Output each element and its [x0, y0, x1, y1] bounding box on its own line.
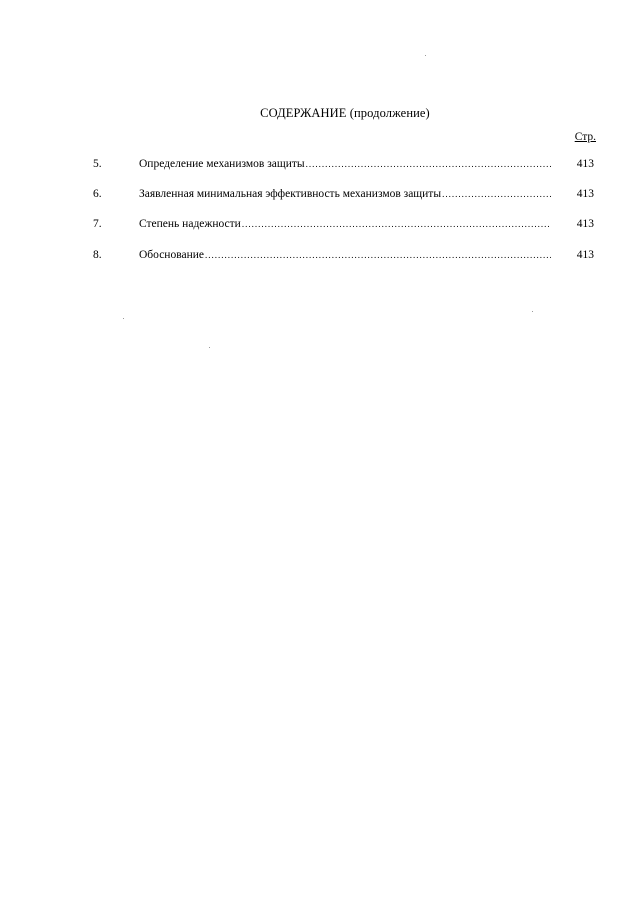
toc-entry-title: Обоснование	[139, 249, 204, 261]
toc-entry-line	[139, 216, 551, 232]
toc-entry-line	[139, 247, 551, 263]
toc-entry-number: 7.	[93, 218, 102, 230]
dot-leader	[442, 186, 551, 202]
dot-leader	[306, 156, 551, 172]
toc-entry-page: 413	[576, 218, 594, 230]
page-column-header: Стр.	[574, 131, 596, 143]
toc-entry-page: 413	[576, 158, 594, 170]
toc-entry-number: 5.	[93, 158, 102, 170]
scan-speck	[209, 347, 210, 348]
dot-leader	[205, 247, 551, 263]
toc-entry-title: Определение механизмов защиты	[139, 158, 305, 170]
scan-speck	[425, 55, 426, 56]
toc-entry	[0, 247, 640, 263]
toc-entry-line	[139, 186, 551, 202]
toc-entry-page: 413	[576, 249, 594, 261]
toc-entry	[0, 186, 640, 202]
toc-entry-line	[139, 156, 551, 172]
scan-speck	[532, 311, 533, 312]
toc-title: СОДЕРЖАНИЕ (продолжение)	[260, 106, 430, 120]
toc-entry-title: Степень надежности	[139, 218, 241, 230]
toc-entry-number: 6.	[93, 188, 102, 200]
dot-leader	[242, 216, 551, 232]
toc-entry	[0, 156, 640, 172]
toc-entry-number: 8.	[93, 249, 102, 261]
scan-speck	[123, 318, 124, 319]
toc-entry-title: Заявленная минимальная эффективность механизмов защиты	[139, 188, 442, 200]
toc-entry-page: 413	[576, 188, 594, 200]
toc-entry	[0, 216, 640, 232]
